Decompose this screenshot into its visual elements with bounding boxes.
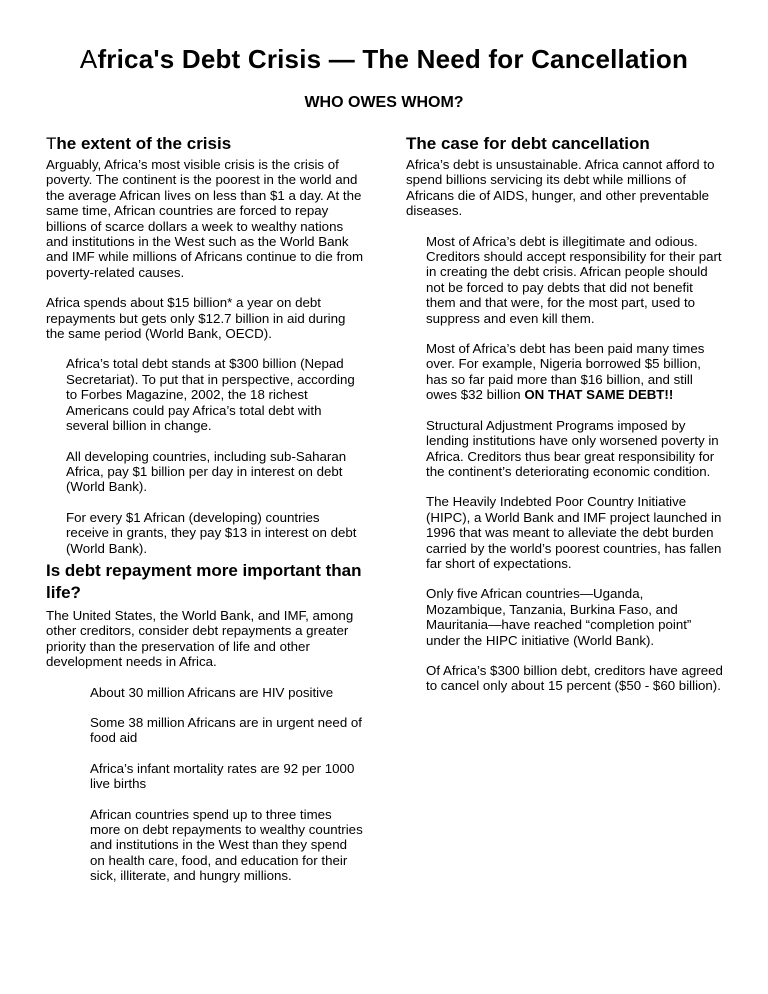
paragraph-completion-point: Only five African countries—Uganda, Mozambique, Tanzania, Burkina Faso, and Mauritania—have reached “completion point” under the HIPC initiative (World Bank). [426,586,692,648]
paragraph-repayments-vs-aid: Africa spends about $15 billion* a year on debt repayments but gets only $12.7 billion in aid during the same period (World Bank, OECD). [46,295,346,342]
heading-case-for-cancellation: The case for debt cancellation [406,134,650,153]
paragraph-hiv: About 30 million Africans are HIV positive [90,684,334,700]
paragraph-total-debt: Africa’s total debt stands at $300 billion (Nepad Secretariat). To put that in perspective, according to Forbes Magazine, 2002, the 18 richest Americans could pay Africa’s total debt with several billion in change. [66,356,355,434]
nigeria-emphasis: ON THAT SAME DEBT!! [524,387,674,403]
paragraph-infant-mortality: Africa’s infant mortality rates are 92 per 1000 live births [90,760,355,792]
title-text: frica's Debt Crisis — The Need for Cancellation [97,44,689,74]
heading-extent-of-crisis [46,134,364,153]
paragraph-creditor-priorities: The United States, the World Bank, and IMF, among other creditors, consider debt repayments a greater priority than the preservation of life and other development needs in Africa. [46,607,354,670]
page-title [0,44,768,75]
page-subtitle: WHO OWES WHOM? [304,94,464,111]
heading-debt-vs-life: Is debt repayment more important than life? [46,560,362,602]
paragraph-structural-adjustment: Structural Adjustment Programs imposed by lending institutions have only worsened poverty in Africa. Creditors thus bear great responsibility for the continent’s deteriorating economic condition. [426,417,719,479]
paragraph-poverty: Arguably, Africa’s most visible crisis is the crisis of poverty. The continent is the poorest in the world and the average African lives on less than $1 a day. At the same time, African countries are forced to repay billions of scarce dollars a week to wealthy nations and institutions in the West such as the World Bank and IMF while millions of Africans continue to die from poverty-related causes. [46,157,364,280]
paragraph-cancellation-share: Of Africa’s $300 billion debt, creditors have agreed to cancel only about 15 percent ($50 - $60 billion). [426,662,723,694]
paragraph-unsustainable: Africa’s debt is unsustainable. Africa cannot afford to spend billions servicing its debt while millions of Africans die of AIDS, hunger, and other preventable diseases. [406,157,715,219]
paragraph-spending-comparison: African countries spend up to three times more on debt repayments to wealthy countries and institutions in the West than they spend on health care, food, and education for their sick, illiterate, and hungry millions. [90,806,363,884]
paragraph-food-aid: Some 38 million Africans are in urgent need of food aid [90,714,363,746]
paragraph-grants-vs-interest: For every $1 African (developing) countries receive in grants, they pay $13 in interest on debt (World Bank). [66,509,357,556]
paragraph-hipc: The Heavily Indebted Poor Country Initiative (HIPC), a World Bank and IMF project launched in 1996 that was meant to alleviate the debt burden carried by the world’s poorest countries, has fallen far short of expectations. [426,494,722,571]
paragraph-illegitimate-debt: Most of Africa’s debt is illegitimate and odious. Creditors should accept responsibility for their part in creating the debt crisis. African people should not be forced to pay debts that did not benefit them and that were, for the most part, used to suppress and even kill them. [426,233,722,326]
right-column [406,134,724,709]
nigeria-text: Most of Africa’s debt has been paid many times over. For example, Nigeria borrowed $5 billion, has so far paid more than $16 billion, and still owes $32 billion [426,341,705,403]
heading-first-letter: T [46,134,57,153]
paragraph-nigeria-example [426,341,724,403]
paragraph-daily-interest: All developing countries, including sub-Saharan Africa, pay $1 billion per day in interest on debt (World Bank). [66,448,347,495]
title-first-letter: A [79,44,98,74]
heading-text: he extent of the crisis [56,134,232,153]
left-column [46,134,364,899]
